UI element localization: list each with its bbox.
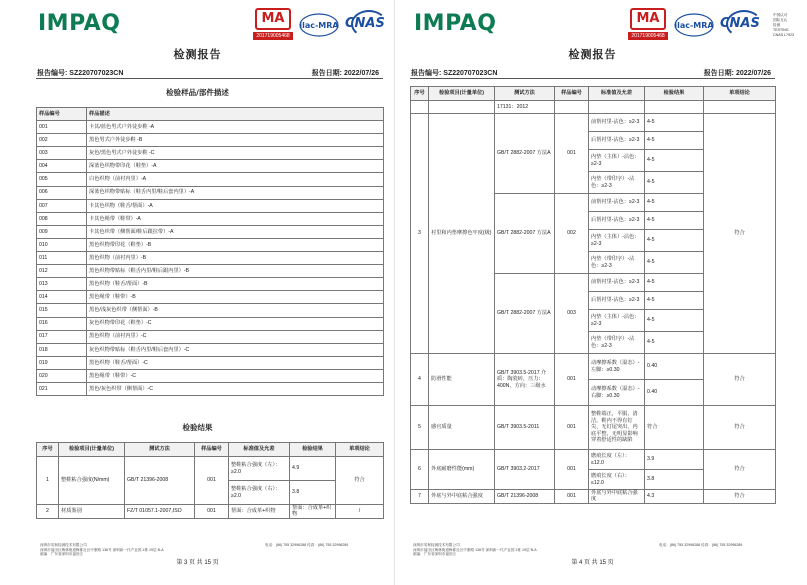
column-header: 样品编号: [555, 87, 589, 101]
table-row: [37, 278, 384, 291]
column-header: 样品编号: [195, 443, 229, 457]
sample-description: 黑色织物（前衬内里）-C: [87, 330, 384, 343]
report-number: 报告编号: SZ220707023CN: [37, 70, 124, 77]
table-row: [37, 199, 384, 212]
column-header: 检验结果: [645, 87, 704, 101]
result-section-title: 检验结果: [182, 423, 213, 432]
column-header: 单项结论: [336, 443, 384, 457]
table-row: 磨痕长度（右）：≤12.0 3.8: [411, 470, 776, 490]
sample-id: 003: [37, 147, 87, 160]
sample-description: 卡其色织带（侧帮面/鞋后跟拉带）-A: [87, 225, 384, 238]
table-row: [37, 356, 384, 369]
footer-contact: 电话：(86) 755 32996288 传真：(86) 755 32996289: [265, 543, 349, 547]
cnas-logo-icon: CNAS: [345, 8, 393, 42]
footer-contact: 电话：(86) 755 32996288 传真：(86) 755 32996289: [659, 543, 743, 547]
svg-text:ilac-MRA: ilac-MRA: [299, 21, 339, 30]
table-row: 内垫（带印字）-沾色：≥2-3 4-5: [411, 332, 776, 354]
report-date: 报告日期: 2022/07/26: [311, 70, 379, 77]
table-row: GB/T 2882-2007 方法A 003 前帮衬里-沾色：≥2-3 4-5: [411, 274, 776, 292]
report-page-4: [395, 0, 794, 585]
column-header: 单项结论: [704, 87, 776, 101]
table-row: 4 防滑性能 GB/T 3903.5-2017 介质：陶瓷砖，压力：400N，方向：三级水 001 动摩擦系数（湿态）-左脚：≥0.30 0.40 符合: [411, 354, 776, 380]
sample-section-title: 检验样品/部件描述: [166, 88, 229, 97]
ilac-mra-icon: [673, 8, 715, 42]
sample-description: 卡其/蓝色男式户外徒步鞋 -A: [87, 121, 384, 134]
sample-description: 灰色织物带贴标（鞋舌内里/鞋后套内里）-C: [87, 343, 384, 356]
table-row: [37, 265, 384, 278]
sample-description: 卡其色绳带（鞋带）-A: [87, 212, 384, 225]
report-number: 报告编号: SZ220707023CN: [411, 70, 498, 77]
table-row: [37, 212, 384, 225]
cnas-caption: 中国认可 国际互认 检测 TESTING CNAS L7923: [773, 12, 794, 37]
sample-description: 卡其色织物（鞋舌/帮面）-A: [87, 199, 384, 212]
sample-description: 黑色织物带贴标（鞋舌内里/鞋后跟内里）-B: [87, 265, 384, 278]
column-header: 检验项目(计量单位): [59, 443, 125, 457]
table-row: 后帮衬里-沾色：≥2-3 4-5: [411, 212, 776, 230]
table-row: 内垫（主体）-沾色：≥2-3 4-5: [411, 230, 776, 252]
sample-id: 002: [37, 134, 87, 147]
table-row: [37, 382, 384, 395]
impaq-logo: IMPAQ: [38, 11, 121, 36]
table-row: 内垫（带印字）-沾色：≥2-3 4-5: [411, 252, 776, 274]
sample-description: 黑色绳带（鞋带）-B: [87, 291, 384, 304]
table-row: 后帮衬里-沾色：≥2-3 4-5: [411, 292, 776, 310]
sample-description: 深蓝色织物带印花（鞋垫）-A: [87, 160, 384, 173]
table-row: [37, 252, 384, 265]
table-row: 6 外底耐磨性能(mm) GB/T 3903.2-2017 001 磨痕长度（左）：≤12.0 3.9 符合: [411, 450, 776, 470]
footer-address: 深圳市英柯检测技术有限公司 深圳市福田区梅林街道梅都社区中康路 136号 深圳新一代产业园 1栋 19层 B-A 邮编：广东省深圳市福田区: [40, 543, 164, 557]
certification-marks: [628, 8, 807, 42]
table-row: 整鞋粘合强度（右）：≥2.0 3.8: [37, 481, 384, 505]
table-row: 1 整鞋粘合强度(N/mm) GB/T 21396-2008 001 整鞋粘合强度（左）：≥2.0 4.9 符合: [37, 457, 384, 481]
sample-description: 黑色织物（前衬内里）-B: [87, 252, 384, 265]
sample-id: 019: [37, 356, 87, 369]
sample-description: 黑色织物带印花（鞋垫）-B: [87, 238, 384, 251]
sample-id: 016: [37, 317, 87, 330]
sample-id: 017: [37, 330, 87, 343]
sample-id: 015: [37, 304, 87, 317]
sample-id: 018: [37, 343, 87, 356]
sample-description: 灰色织物带印花（鞋垫）-C: [87, 317, 384, 330]
table-row: 5 感官质量 GB/T 3903.5-2011 001 整鞋端正，平服，清洁，鞋内不得有钉尖，无钉尾突出，内底平整，无明显影响穿着舒适性的缺陷 符合 符合: [411, 406, 776, 450]
cnas-logo-icon: CNAS: [720, 8, 768, 42]
table-row: [37, 369, 384, 382]
table-row: [37, 225, 384, 238]
table-row: 3 衬里和内垫摩擦色牢度(级) GB/T 2882-2007 方法A 001 前帮衬里-沾色：≥2-3 4-5 符合: [411, 114, 776, 132]
table-row: [37, 173, 384, 186]
table-row: [37, 317, 384, 330]
column-header: 标准值及允差: [589, 87, 645, 101]
column-header: 序号: [37, 443, 59, 457]
report-info-line: [36, 66, 383, 79]
table-row: [37, 186, 384, 199]
footer-address: 深圳市英柯检测技术有限公司 深圳市福田区梅林街道梅都社区中康路 136号 深圳新一代产业园 1栋 19层 B-A 邮编：广东省深圳市福田区: [413, 543, 537, 557]
table-row: 后帮衬里-沾色：≥2-3 4-5: [411, 132, 776, 150]
table-row: [37, 330, 384, 343]
sample-table: [36, 107, 384, 396]
sample-description: 深蓝色织物带贴标（鞋舌内里/鞋后套内里）-A: [87, 186, 384, 199]
svg-text:ilac-MRA: ilac-MRA: [674, 21, 714, 30]
impaq-logo: IMPAQ: [414, 11, 497, 36]
page-number: 第 3 页 共 15 页: [176, 560, 219, 566]
sample-id: 014: [37, 291, 87, 304]
sample-id: 020: [37, 369, 87, 382]
cma-seal-icon: MA 201719005468: [628, 8, 668, 42]
sample-id: 008: [37, 212, 87, 225]
table-row: [37, 147, 384, 160]
sample-description: 黑色/灰色织带（侧帮面）-C: [87, 382, 384, 395]
sample-description: 黑色织物（鞋舌/帮面）-B: [87, 278, 384, 291]
result-table-continued: [410, 86, 776, 504]
sample-id: 013: [37, 278, 87, 291]
table-row: 内垫（主体）-沾色：≥2-3 4-5: [411, 310, 776, 332]
column-header: 序号: [411, 87, 429, 101]
table-row: 内垫（主体）-沾色：≥2-3 4-5: [411, 150, 776, 172]
table-row: [37, 134, 384, 147]
sample-id: 009: [37, 225, 87, 238]
sample-description: 黑色绳带（鞋带）-C: [87, 369, 384, 382]
sample-description: 黑色/浅灰色织带（侧帮面）-B: [87, 304, 384, 317]
document-title: 检测报告: [173, 48, 222, 61]
table-row: [37, 121, 384, 134]
result-table: [36, 442, 384, 519]
sample-description: 白色织物（前衬内里）-A: [87, 173, 384, 186]
sample-id: 007: [37, 199, 87, 212]
sample-description: 灰色/黑色男式户外徒步鞋 -C: [87, 147, 384, 160]
sample-id: 005: [37, 173, 87, 186]
sample-description: 黑色男式户外徒步鞋 -B: [87, 134, 384, 147]
table-row: 内垫（带印字）-沾色：≥2-3 4-5: [411, 172, 776, 194]
table-row: [37, 238, 384, 251]
column-header: 样品描述: [87, 108, 384, 121]
table-row: 7 外底与外中底粘合强度 GB/T 21396-2008 001 外底与外中底粘合强度 4.3 符合: [411, 490, 776, 504]
sample-id: 021: [37, 382, 87, 395]
table-row: [37, 343, 384, 356]
sample-id: 012: [37, 265, 87, 278]
table-row: [37, 160, 384, 173]
column-header: 标准值及允差: [229, 443, 290, 457]
table-row: [37, 304, 384, 317]
cma-seal-icon: MA 201719005468: [253, 8, 293, 42]
report-info-line: [410, 66, 775, 79]
sample-id: 010: [37, 238, 87, 251]
sample-id: 006: [37, 186, 87, 199]
report-page-3: [0, 0, 395, 585]
table-row: 2 材质鉴别 FZ/T 01057.1-2007,ISO 001 帮面：合成革+织物 帮面：合成革+织物 /: [37, 505, 384, 519]
column-header: 测试方法: [125, 443, 195, 457]
table-row: 17131：2012: [411, 101, 776, 114]
column-header: 检验项目(计量单位): [429, 87, 495, 101]
sample-id: 011: [37, 252, 87, 265]
column-header: 样品编号: [37, 108, 87, 121]
report-date: 报告日期: 2022/07/26: [703, 70, 771, 77]
table-row: [37, 291, 384, 304]
document-title: 检测报告: [568, 48, 617, 61]
column-header: 测试方法: [495, 87, 555, 101]
sample-id: 004: [37, 160, 87, 173]
column-header: 检验结果: [290, 443, 336, 457]
page-number: 第 4 页 共 15 页: [571, 560, 614, 566]
ilac-mra-icon: [298, 8, 340, 42]
sample-description: 黑色织物（鞋舌/帮面）-C: [87, 356, 384, 369]
sample-id: 001: [37, 121, 87, 134]
table-row: GB/T 2882-2007 方法A 002 前帮衬里-沾色：≥2-3 4-5: [411, 194, 776, 212]
table-row: 动摩擦系数（湿态）-右脚：≥0.30 0.40: [411, 380, 776, 406]
